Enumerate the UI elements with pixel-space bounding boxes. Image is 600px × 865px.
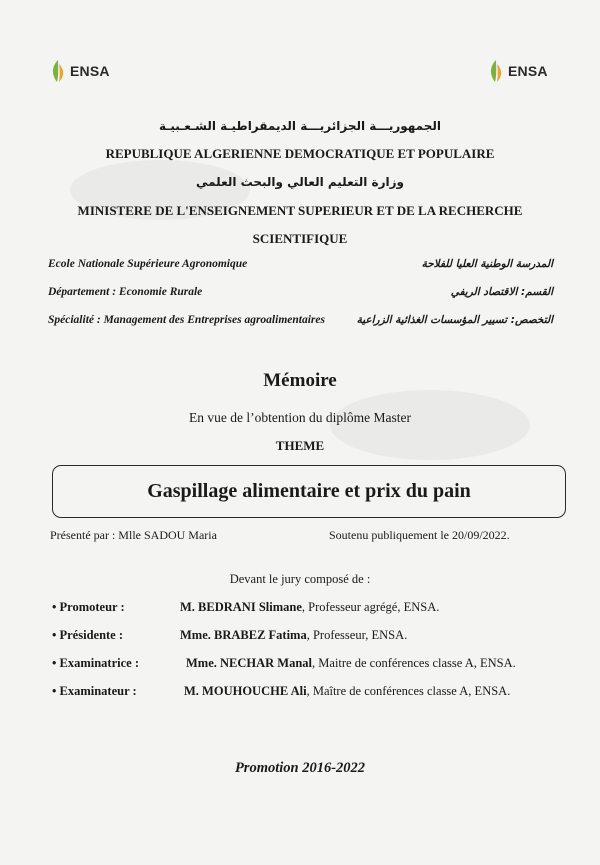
jury-name: Mme. NECHAR Manal, Maitre de conférences classe A, ENSA. bbox=[186, 656, 516, 670]
jury-role: • Présidente : bbox=[52, 628, 124, 642]
jury-name: Mme. BRABEZ Fatima, Professeur, ENSA. bbox=[180, 628, 408, 642]
jury-role: • Examinateur : bbox=[52, 684, 137, 698]
ensa-leaf-icon bbox=[48, 58, 68, 84]
jury-role: • Examinatrice : bbox=[52, 656, 139, 670]
title-box bbox=[52, 465, 566, 518]
school-name-fr: Ecole Nationale Supérieure Agronomique bbox=[48, 258, 248, 270]
department-fr: Département : Economie Rurale bbox=[48, 286, 203, 298]
promotion: Promotion 2016-2022 bbox=[234, 760, 366, 776]
document-type: Mémoire bbox=[263, 370, 337, 391]
jury-role: • Promoteur : bbox=[52, 600, 125, 614]
ensa-logo-right bbox=[486, 58, 548, 84]
arabic-ministry-heading: وزارة التعليم العالي والبحث العلمي bbox=[195, 175, 405, 189]
ministry-heading-line1: MINISTERE DE L'ENSEIGNEMENT SUPERIEUR ET DE LA RECHERCHE bbox=[77, 203, 523, 218]
specialty-fr: Spécialité : Management des Entreprises agroalimentaires bbox=[48, 314, 325, 326]
defense-date: Soutenu publiquement le 20/09/2022. bbox=[329, 528, 510, 542]
school-name-ar: المدرسة الوطنية العليا للفلاحة bbox=[421, 258, 553, 270]
ensa-logo-text: ENSA bbox=[508, 63, 548, 79]
ministry-heading-line2: SCIENTIFIQUE bbox=[252, 231, 348, 246]
republic-heading: REPUBLIQUE ALGERIENNE DEMOCRATIQUE ET POPULAIRE bbox=[105, 146, 495, 161]
presented-by: Présenté par : Mlle SADOU Maria bbox=[50, 528, 217, 542]
ensa-leaf-icon bbox=[486, 58, 506, 84]
department-ar: القسم: الاقتصاد الريفي bbox=[450, 286, 553, 298]
specialty-ar: التخصص: تسيير المؤسسات الغذائية الزراعية bbox=[356, 314, 553, 326]
thesis-title: Gaspillage alimentaire et prix du pain bbox=[147, 480, 471, 502]
ensa-logo-text: ENSA bbox=[70, 63, 110, 79]
theme-label: THEME bbox=[275, 438, 325, 453]
jury-name: M. BEDRANI Slimane, Professeur agrégé, ENSA. bbox=[180, 600, 440, 614]
jury-heading: Devant le jury composé de : bbox=[229, 572, 371, 586]
jury-name: M. MOUHOUCHE Ali, Maître de conférences classe A, ENSA. bbox=[184, 684, 511, 698]
document-purpose: En vue de l’obtention du diplôme Master bbox=[189, 410, 411, 425]
arabic-republic-heading: الجمهوريـــة الجزائريـــة الديمقراطيـة الشـعـبيـة bbox=[158, 119, 442, 133]
ensa-logo-left bbox=[48, 58, 110, 84]
